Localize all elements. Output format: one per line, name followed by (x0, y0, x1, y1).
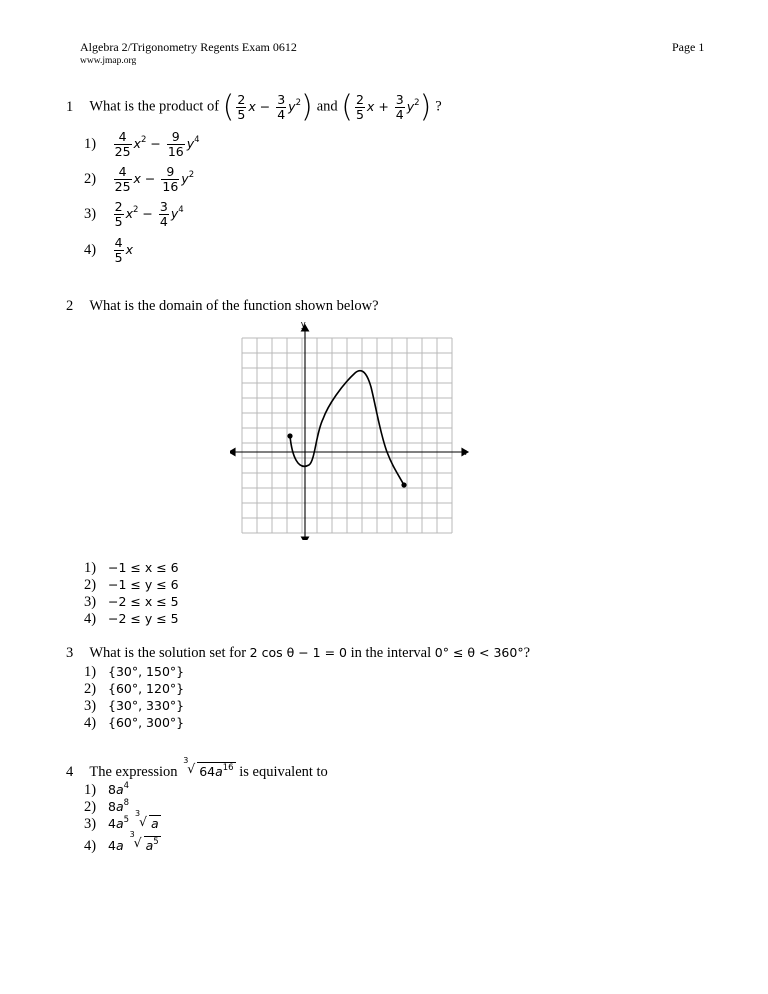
curve-start-point (287, 433, 292, 438)
page-number: Page 1 (672, 40, 705, 54)
question-text: What is the domain of the function shown below? (89, 298, 379, 314)
q2-choice-4[interactable]: 4) −2 ≤ y ≤ 5 (84, 611, 179, 627)
function-graph (230, 315, 475, 540)
q1-choice-4[interactable]: 4) $\frac{4}{5}$ x (84, 235, 133, 265)
q1-choice-2[interactable]: 2) $\frac{4}{25}$ x − $\frac{9}{16}$ $y^2$ (84, 164, 195, 194)
question-4: 4 The expression 3 √ $64a^{16}$ is equivalent to (66, 756, 328, 780)
q3-choice-4[interactable]: 4) {60°, 300°} (84, 715, 185, 731)
q2-choice-1[interactable]: 1) −1 ≤ x ≤ 6 (84, 560, 179, 576)
question-number: 2 (66, 298, 74, 314)
q3-choice-1[interactable]: 1) {30°, 150°} (84, 664, 185, 680)
q2-choice-2[interactable]: 2) −1 ≤ y ≤ 6 (84, 577, 179, 593)
q1-choice-1[interactable]: 1) $\frac{4}{25}$ $x^2$ − $\frac{9}{16}$ $y^4$ (84, 129, 200, 159)
question-2 (66, 298, 379, 315)
exam-title: Algebra 2/Trigonometry Regents Exam 0612 (80, 40, 297, 54)
expression-2: ( $\frac{2}{5}$ x + $\frac{3}{4}$ $y^2$) (341, 89, 432, 124)
question-text: What is the solution set for (89, 645, 247, 661)
curve-end-point (401, 482, 406, 487)
q4-choice-4[interactable]: 4) 4a 3 √ $a^5$ (84, 830, 159, 854)
cube-root-expression: 3 √ $64a^{16}$ (183, 756, 234, 779)
q2-choice-3[interactable]: 3) −2 ≤ x ≤ 5 (84, 594, 179, 610)
and-word: and (316, 98, 338, 115)
question-number: 1 (66, 98, 74, 115)
q4-choice-1[interactable]: 1) $8a^4$ (84, 781, 130, 798)
site-url: www.jmap.org (80, 56, 137, 66)
question-number: 3 (66, 645, 74, 661)
question-3: 3 What is the solution set for 2 cos θ − 1 = 0 in the interval 0° ≤ θ < 360°? (66, 645, 531, 661)
q1-choice-3[interactable]: 3) $\frac{2}{5}$ $x^2$ − $\frac{3}{4}$ $y^4$ (84, 199, 184, 229)
question-text: The expression (89, 764, 178, 780)
interval: 0° ≤ θ < 360° (434, 645, 524, 660)
question-text: What is the product of (89, 98, 220, 115)
q3-choice-2[interactable]: 2) {60°, 120°} (84, 681, 185, 697)
x-axis-label: x (462, 447, 467, 457)
y-axis-label: y (301, 319, 306, 329)
q4-choice-3[interactable]: 3) $4a^5$ 3 √ a (84, 809, 159, 832)
question-1: 1 What is the product of ( $\frac{2}{5}$ x − $\frac{3}{4}$ $y^2$) and ( $\frac{2}{5}$ x + $\frac{3}{4}$ $y^2$) ? (66, 89, 442, 124)
expression-1: ( $\frac{2}{5}$ x − $\frac{3}{4}$ $y^2$) (222, 89, 313, 124)
equation: 2 cos θ − 1 = 0 (249, 645, 347, 660)
q4-choice-2[interactable]: 2) $8a^8$ (84, 798, 130, 815)
question-number: 4 (66, 764, 74, 780)
q3-choice-3[interactable]: 3) {30°, 330°} (84, 698, 185, 714)
